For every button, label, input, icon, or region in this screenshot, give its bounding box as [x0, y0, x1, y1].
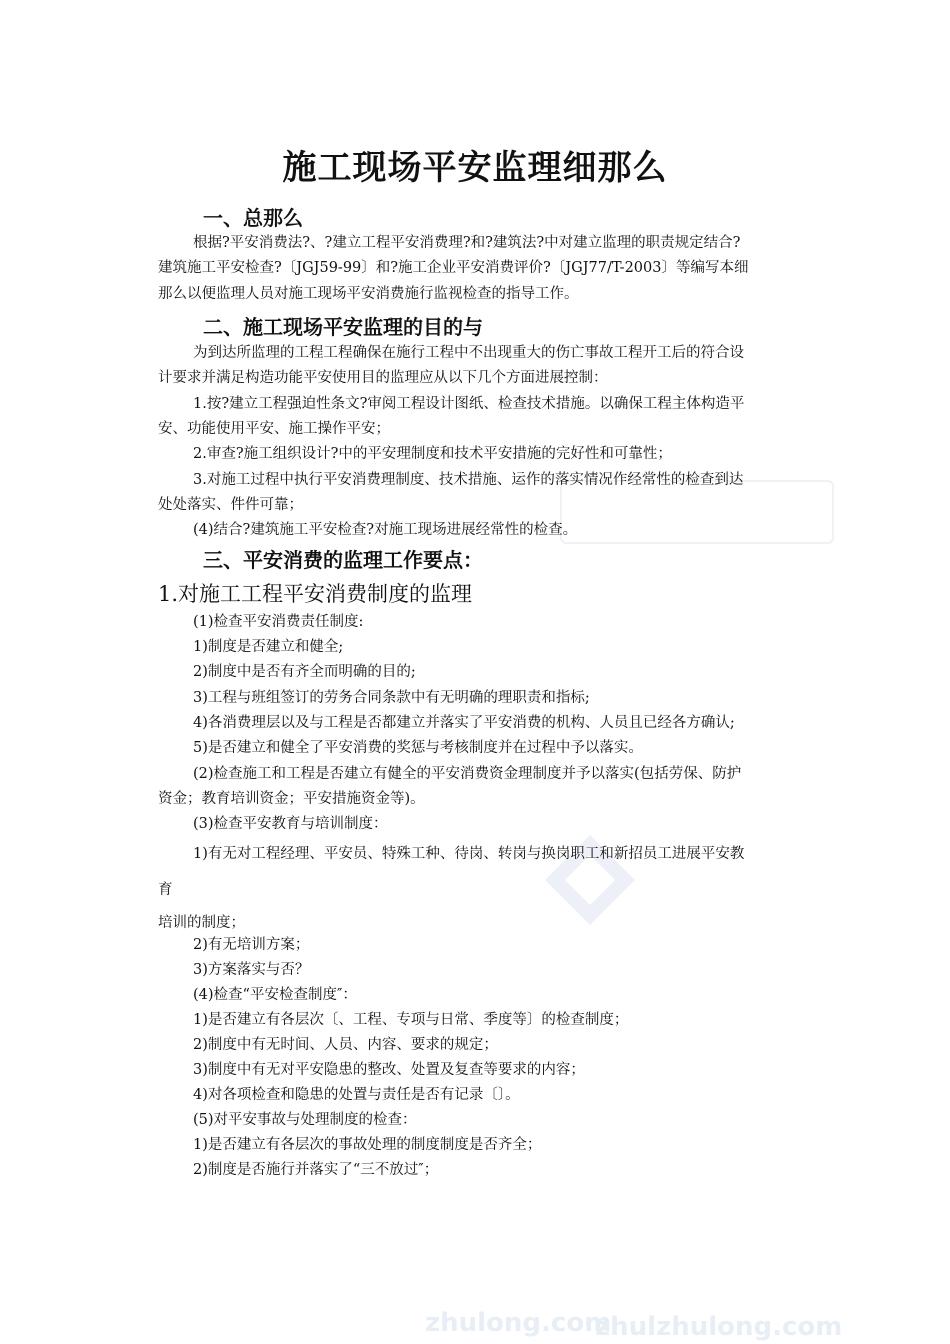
paragraph-line: 1.按?建立工程强迫性条文?审阅工程设计图纸、检查技术措施。以确保工程主体构造平 — [193, 396, 745, 412]
list-item: (2)检查施工和工程是否建立有健全的平安消费资金理制度并予以落实(包括劳保、防护 — [193, 766, 742, 782]
list-item: 3)制度中有无对平安隐患的整改、处置及复查等要求的内容； — [193, 1062, 585, 1078]
list-item: 培训的制度； — [158, 915, 245, 931]
paragraph-line: (4)结合?建筑施工平安检查?对施工现场进展经常性的检查。 — [193, 522, 578, 538]
section-heading-purpose: 二、施工现场平安监理的目的与 — [203, 315, 483, 339]
paragraph-line: 根据?平安消费法?、?建立工程平安消费理?和?建筑法?中对建立监理的职责规定结合? — [193, 235, 741, 251]
list-item: 1)是否建立有各层次〔、工程、专项与日常、季度等〕的检查制度； — [193, 1012, 629, 1028]
section-heading-key-points: 三、平安消费的监理工作要点： — [203, 548, 483, 572]
page-title: 施工现场平安监理细那么 — [282, 148, 668, 188]
section-heading-general: 一、总那么 — [203, 206, 303, 230]
list-item: 2)制度中是否有齐全而明确的目的; — [193, 664, 416, 680]
paragraph-line: 计要求并满足构造功能平安使用目的监理应从以下几个方面进展控制： — [158, 370, 608, 386]
paragraph-line: 为到达所监理的工程工程确保在施行工程中不出现重大的伤亡事故工程开工后的符合设 — [193, 345, 744, 361]
list-item: 5)是否建立和健全了平安消费的奖惩与考核制度并在过程中予以落实。 — [193, 740, 643, 756]
list-item: (1)检查平安消费责任制度: — [193, 614, 364, 630]
list-item: 资金；教育培训资金；平安措施资金等)。 — [158, 791, 425, 807]
list-item: 3)工程与班组签订的劳务合同条款中有无明确的理职责和指标; — [193, 690, 590, 706]
paragraph-line: 3.对施工过程中执行平安消费理制度、技术措施、运作的落实情况作经常性的检查到达 — [193, 472, 744, 488]
list-item: 3)方案落实与否？ — [193, 962, 310, 978]
list-item: 2)有无培训方案； — [193, 937, 310, 953]
paragraph-line: 2.审查?施工组织设计?中的平安理制度和技术平安措施的完好性和可靠性； — [193, 446, 672, 462]
watermark-text-1: zhulong.com — [425, 1308, 612, 1338]
watermark-text-2: zhulzhulong.com — [595, 1312, 843, 1342]
subsection-heading: 1.对施工工程平安消费制度的监理 — [158, 582, 473, 606]
paragraph-line: 安、功能使用平安、施工操作平安； — [158, 421, 390, 437]
list-item: 4)各消费理层以及与工程是否都建立并落实了平安消费的机构、人员且已经各方确认; — [193, 715, 735, 731]
list-item: 1)有无对工程经理、平安员、特殊工种、待岗、转岗与换岗职工和新招员工进展平安教 — [193, 846, 745, 862]
list-item: 4)对各项检查和隐患的处置与责任是否有记录〔〕。 — [193, 1087, 520, 1103]
paragraph-line: 处处落实、件件可靠； — [158, 497, 303, 513]
list-item: (5)对平安事故与处理制度的检查： — [193, 1112, 417, 1128]
list-item: 育 — [158, 882, 173, 898]
paragraph-line: 建筑施工平安检查?〔JGJ59-99〕和?施工企业平安消费评价?〔JGJ77/T-2003〕等编写本细 — [158, 260, 749, 276]
list-item: (4)检查“平安检查制度″： — [193, 987, 357, 1003]
paragraph-line: 那么以便监理人员对施工现场平安消费施行监视检查的指导工作。 — [158, 286, 579, 302]
list-item: 2)制度是否施行并落实了“三不放过″； — [193, 1162, 439, 1178]
list-item: 2)制度中有无时间、人员、内容、要求的规定； — [193, 1037, 498, 1053]
list-item: 1)是否建立有各层次的事故处理的制度制度是否齐全； — [193, 1137, 542, 1153]
list-item: 1)制度是否建立和健全; — [193, 639, 344, 655]
list-item: (3)检查平安教育与培训制度： — [193, 816, 388, 832]
